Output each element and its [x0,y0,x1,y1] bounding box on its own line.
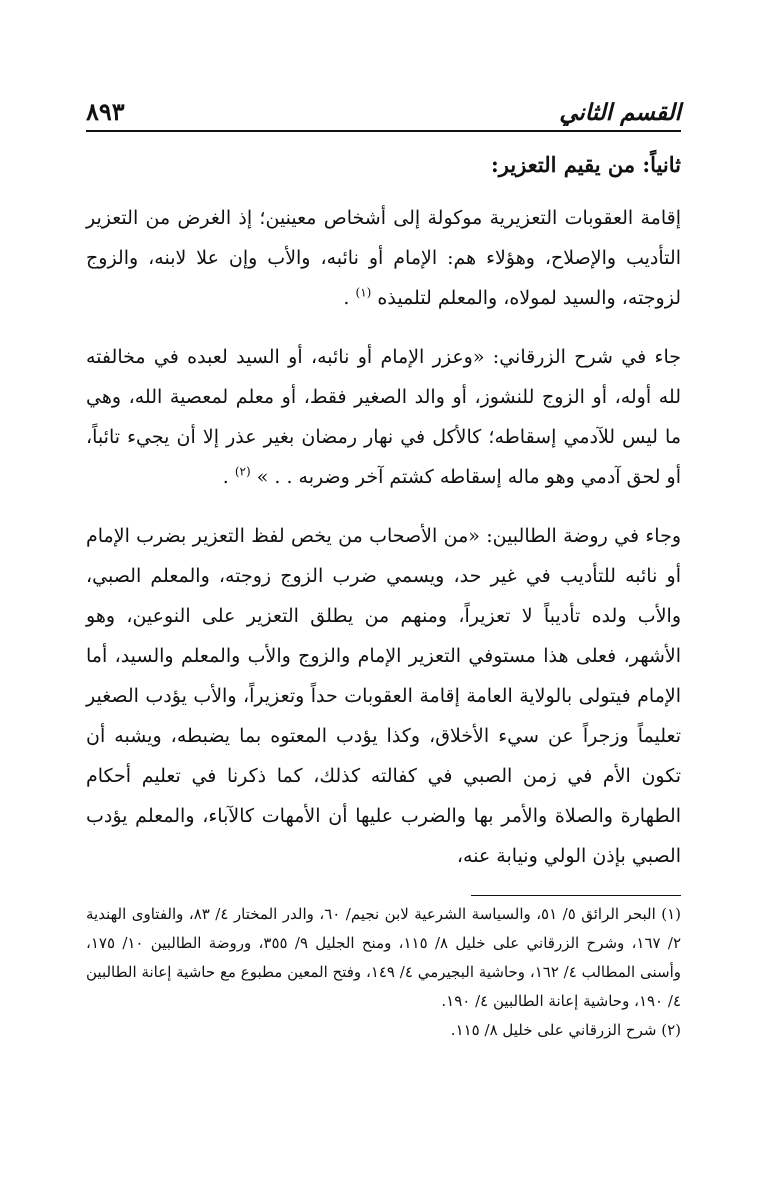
page-header [86,82,681,132]
paragraph-text: وجاء في روضة الطالبين: «من الأصحاب من يخص لفظ التعزير بضرب الإمام أو نائبه للتأديب في غير حد، ويسمي ضرب الزوج زوجته، والمعلم الصبي، والأب ولده تأديباً لا تعزيراً، ومنهم من يطلق التعزير على النوعين، وهو الأشهر، فعلى هذا مستوفي التعزير الإمام والزوج والأب والمعلم والسيد، أما الإمام فيتولى بالولاية العامة إقامة العقوبات حداً وتعزيراً، والأب يؤدب الصغير تعليماً وزجراً عن سيء الأخلاق، وكذا يؤدب المعتوه بما يضبطه، ويشبه أن تكون الأم في زمن الصبي في كفالته كذلك، كما ذكرنا في تعليم أحكام الطهارة والصلاة والأمر بها والضرب عليها أن الأمهات كالآباء، والمعلم يؤدب الصبي بإذن الولي ونيابة عنه، [86,525,681,867]
paragraph-1 [86,198,681,318]
subsection-heading: ثانياً: من يقيم التعزير: [491,152,681,177]
footnote-divider [471,895,681,896]
section-title: القسم الثاني [559,99,681,126]
footnote-ref: (١) [355,285,372,300]
paragraph-2 [86,337,681,497]
paragraph-3 [86,516,681,876]
footnote-ref: (٢) [234,464,251,479]
book-page [86,82,681,1045]
paragraph-end: . [222,466,229,488]
body-text [86,198,681,876]
footnotes [86,900,681,1045]
footnote-2: (٢) شرح الزرقاني على خليل ٨/ ١١٥. [450,1021,681,1039]
page-number: ٨٩٣ [86,97,125,126]
footnote-1: (١) البحر الرائق ٥/ ٥١، والسياسة الشرعية لابن نجيم/ ٦٠، والدر المختار ٤/ ٨٣، والفتاوى الهندية ٢/ ١٦٧، وشرح الزرقاني على خليل ٨/ ١١٥، ومنح الجليل ٩/ ٣٥٥، وروضة الطالبين ١٠/ ١٧٥، وأسنى المطالب ٤/ ١٦٢، وحاشية البجيرمي ٤/ ١٤٩، وفتح المعين مطبوع مع حاشية إعانة الطالبين ٤/ ١٩٠، وحاشية إعانة الطالبين ٤/ ١٩٠. [86,905,682,1010]
paragraph-end: . [343,287,350,309]
paragraph-text: إقامة العقوبات التعزيرية موكولة إلى أشخاص معينين؛ إذ الغرض من التعزير التأديب والإصلاح، وهؤلاء هم: الإمام أو نائبه، والأب وإن علا لابنه، والزوج لزوجته، والسيد لمولاه، والمعلم لتلميذه [86,207,681,309]
paragraph-text: جاء في شرح الزرقاني: «وعزر الإمام أو نائبه، أو السيد لعبده في مخالفته لله أوله، أو الزوج للنشوز، أو والد الصغير فقط، أو معلم لمعصية الله، وهي ما ليس للآدمي إسقاطه؛ كالأكل في نهار رمضان بغير عذر إلا أن يجيء تائباً، أو لحق آدمي وهو ماله إسقاطه كشتم آخر وضربه . . » [86,346,681,488]
